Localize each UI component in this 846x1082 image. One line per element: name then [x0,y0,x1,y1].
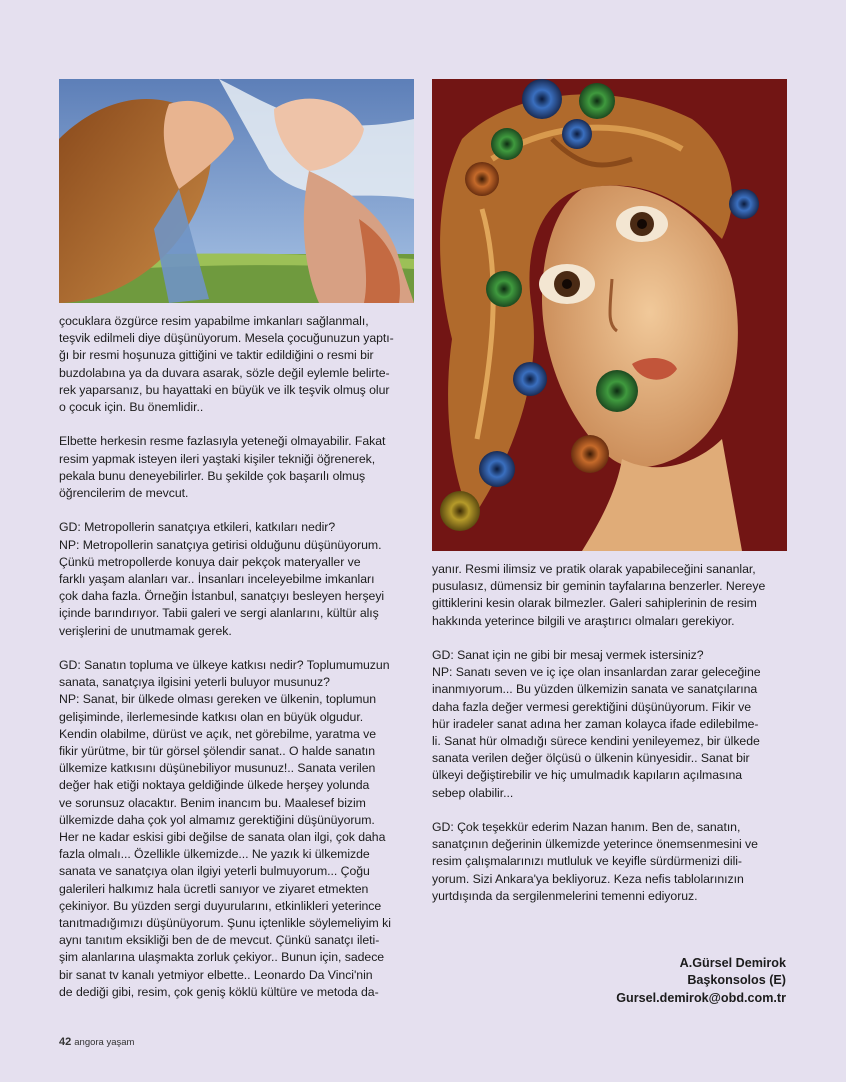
page-number: 42 [59,1036,72,1048]
painting-two-faces-art [59,79,414,303]
magazine-name: angora yaşam [74,1037,135,1048]
article-right-column [432,561,792,905]
paragraph-continuation: yanır. Resmi ilimsiz ve pratik olarak yapabileceğini sananlar, pusulasız, dümensiz bir geminin tayfalarına benzerler. Nereye gittiklerini kesin olarak bilmezler. Galeri sahiplerinin de resim hakkında yeterince bilgili ve araştırıcı olmaları gerekiyor. [432,562,766,628]
paragraph-closing: GD: Çok teşekkür ederim Nazan hanım. Ben de, sanatın, sanatçının değerinin ülkemizde yeterince önemsenmesini ve resim çalışmalarınızı mutluluk ve keyifle sürdürmenizi dili- yorum. Sizi Ankara'ya bekliyoruz. Keza nefis tablolarınızın yurtdışında da sergilenmelerini temenni ediyoruz. [432,820,758,903]
paragraph-metropolis-qa: GD: Metropollerin sanatçıya etkileri, katkıları nedir? NP: Metropollerin sanatçıya getirisi olduğunu düşünüyorum. Çünkü metropollerde konuya dair pekçok materyaller ve farklı yaşam alanları var.. İnsanları inceleyebilme imkanları çok daha fazla. Örneğin İstanbul, sanatçıyı besleyen herşeyi içinde barındırıyor. Tabii galeri ve sergi alanlarını, kültür alış verişlerini de unutmamak gerek. [59,520,385,638]
page-footer [59,1036,134,1048]
author-title: Başkonsolos (E) [687,973,786,988]
paragraph-children-art: çocuklara özgürce resim yapabilme imkanları sağlanmalı, teşvik edilmeli diye düşünüyorum. Mesela çocuğunuzun yaptı- ğı bir resmi hoşunuza gittiğini ve taktir edildiğini o resmi bir buzdolabına ya da duvara asarak, sözle değil eylemle belirte- rek yaparsanız, bu hayattaki en büyük ve ilk teşvik olmuş olur o çocuk için. Bu önemlidir.. [59,314,394,415]
painting-woman-with-eyes [432,79,787,551]
paragraph-art-contribution-qa: GD: Sanatın topluma ve ülkeye katkısı nedir? Toplumumuzun sanata, sanatçıya ilgisini yeterli buluyor musunuz? NP: Sanat, bir ülkede olması gereken ve ülkenin, toplumun gelişiminde, ilerlemesinde katkısı olan en büyük olgudur. Kendin olabilme, dürüst ve açık, net görebilme, yaratma ve fikir yürütme, bir tür görsel şölendir sanat.. O halde sanatın ülkemize katkısını düşünebiliyor musunuz!.. Sanata verilen değer hak etiği noktaya geldiğinde ülkede herşey yolunda ve sorunsuz olacaktır. Benim inancım bu. Maalesef bizim ülkemizde daha çok yol almamız gerektiğini düşünüyorum. Her ne kadar eskisi gibi değilse de sanata olan ilgi, çok daha fazla olmalı... Özellikle ülkemizde... Ne yazık ki ülkemizde sanata ve sanatçıya olan ilgiyi yeterli bulmuyorum... Çoğu galerileri halkımız hala ücretli sanıyor ve ziyaret etmekten çekiniyor. Bu yüzden sergi duyurularını, etkinlikleri yeterince tanıtmadığımızı düşünüyorum. Şunu içtenlikle söylemeliyim ki aynı tanıtım eksikliği ben de de mevcut. Çünkü sanatçı ileti- şim alanlarına ulaşmakta zorluk çekiyor.. Bunun için, sadece bir sanat tv kanalı yetmiyor elbette.. Leonardo Da Vinci'nin de dediği gibi, resim, çok geniş köklü kültüre ve metoda da- [59,658,391,999]
article-left-column [59,313,419,1001]
author-email[interactable]: Gursel.demirok@obd.com.tr [616,990,786,1005]
painting-woman-with-eyes-art [432,79,787,551]
author-signature [616,955,786,1007]
paragraph-message-qa: GD: Sanat için ne gibi bir mesaj vermek istersiniz? NP: Sanatı seven ve iç içe olan insanlardan zarar geleceğine inanmıyorum... Bu yüzden ülkemizin sanata ve sanatçılarına daha fazla değer vermesi gerektiğini düşünüyorum. Fikir ve hür iradeler sanat adına her zaman kolayca ifade edilebilme- li. Sanat hür olmadığı sürece kendini yenileyemez, bir ülkede sanata verilen değer ölçüsü o ülkenin künyesidir.. Sanat bir ülkeyi değiştirebilir ve hiç umulmadık kapıların açılmasına sebep olabilir... [432,648,761,800]
author-name: A.Gürsel Demirok [679,956,786,970]
paragraph-talent: Elbette herkesin resme fazlasıyla yeteneği olmayabilir. Fakat resim yapmak isteyen ileri yaştaki kişiler tekniği öğrenerek, pekala bunu deneyebilirler. Bu şekilde çok başarılı olmuş öğrencilerim de mevcut. [59,434,386,501]
painting-two-faces [59,79,414,303]
